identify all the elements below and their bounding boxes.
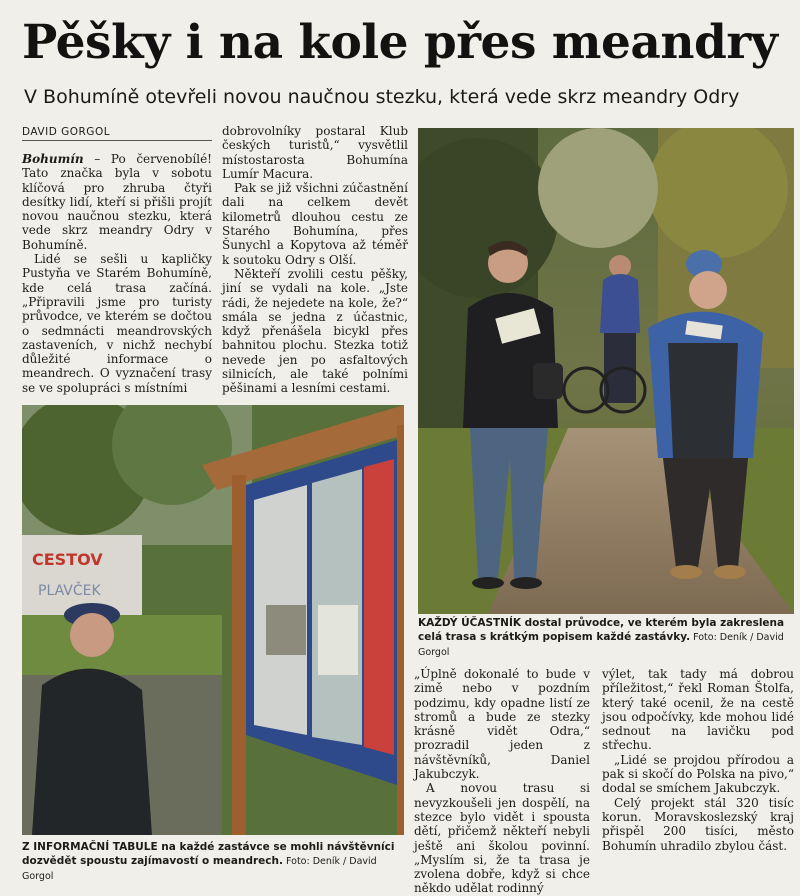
building-sign-text: CESTOV — [32, 550, 103, 569]
caption-board-credit: Foto: Deník / David Gorgol — [22, 856, 377, 882]
photo-hikers — [418, 128, 794, 614]
caption-hikers-credit: Foto: Deník / David Gorgol — [418, 632, 784, 658]
column-2-paragraph-1: dobrovolníky postaral Klub českých turistů,“ vysvětlil místostarosta Bohumína Lumír Macura. — [222, 124, 408, 181]
caption-hikers — [418, 616, 794, 660]
article-column-3 — [414, 667, 590, 896]
building-sign-text-2: PLAVČEK — [38, 583, 101, 599]
column-4-paragraph-2: „Lidé se projdou přírodou a pak si skočí do Polska na pivo,“ dodal se smíchem Jakubczyk. — [602, 752, 794, 796]
caption-board — [22, 840, 406, 884]
article-column-2 — [222, 124, 408, 396]
column-3-paragraph-1: „Úplně dokonalé to bude v zimě nebo v pozdním podzimu, kdy opadne listí ze stromů a bude ze stezky krásně vidět Odra,“ prozradil jeden z návštěvníků, Daniel Jakubczyk. — [414, 667, 590, 782]
caption-board-lead: Z INFORMAČNÍ TABULE — [22, 841, 158, 853]
column-4-paragraph-3: Celý projekt stál 320 tisíc korun. Moravskoslezský kraj přispěl 200 tisíci, město Bohumín uhradilo zbylou část. — [602, 795, 794, 853]
caption-hikers-text: dostal průvodce, ve kterém byla zakreslena celá trasa s krátkým popisem každé zastávky. — [418, 617, 785, 643]
headline: Pěšky i na kole přes meandry — [22, 15, 778, 70]
column-4-paragraph-1: výlet, tak tady má dobrou příležitost,“ řekl Roman Štolfa, který také ocenil, že na cestě jsou odpočívky, kde mohou lidé sednout na lavičku pod střechu. — [602, 667, 794, 753]
photo-information-board — [22, 405, 404, 835]
subtitle: V Bohumíně otevřeli novou naučnou stezku, která vede skrz meandry Odry — [24, 86, 740, 108]
column-2-paragraph-2: Pak se již všichni zúčastnění dali na celkem devět kilometrů dlouhou cestu ze Starého Bohumína, přes Šunychl a Kopytova až téměř k soutoku Odry s Olší. — [222, 181, 408, 267]
caption-hikers-lead: KAŽDÝ ÚČASTNÍK — [418, 617, 522, 629]
column-3-paragraph-2: A novou trasu si nevyzkoušeli jen dospělí, na stezce bylo vidět i spousta dětí, přičemž někteří nebyli ještě ani školou povinní. „Myslím si, že ta trasa je zvolena dobře, když si chce někdo udělat rodinný — [414, 781, 590, 896]
article-column-4 — [602, 667, 794, 853]
dateline-place: Bohumín — [22, 152, 84, 166]
column-2-paragraph-3: Někteří zvolili cestu pěšky, jiní se vydali na kole. „Jste rádi, že nejedete na kole, že?“ smála se jedna z účastnic, když přenášela bicykl přes bahnitou plochu. Stezka totiž nevede jen po asfaltových silnicích, ale také polními pěšinami a lesními cestami. — [222, 266, 408, 396]
byline: DAVID GORGOL — [22, 126, 212, 141]
article-column-1 — [22, 152, 212, 395]
column-1-paragraph-1: Bohumín – Po červenobílé! Tato značka byla v sobotu klíčová pro zhruba čtyři desítky lidí, kteří si přišli projít novou naučnou stezku, která vede skrz meandry Odry v Bohumíně. — [22, 152, 212, 252]
column-1-paragraph-2: Lidé se sešli u kapličky Pustyňa ve Starém Bohumíně, kde celá trasa začíná. „Připravili jsme pro turisty průvodce, ve kterém se dočtou o sedmnácti meandrovských zastaveních, v nichž nechybí důležité informace o meandrech. O vyznačení trasy se ve spolupráci s místními — [22, 252, 212, 395]
caption-board-text: na každé zastávce se mohli návštěvníci dozvědět spoustu zajímavostí o meandrech. — [22, 841, 395, 867]
